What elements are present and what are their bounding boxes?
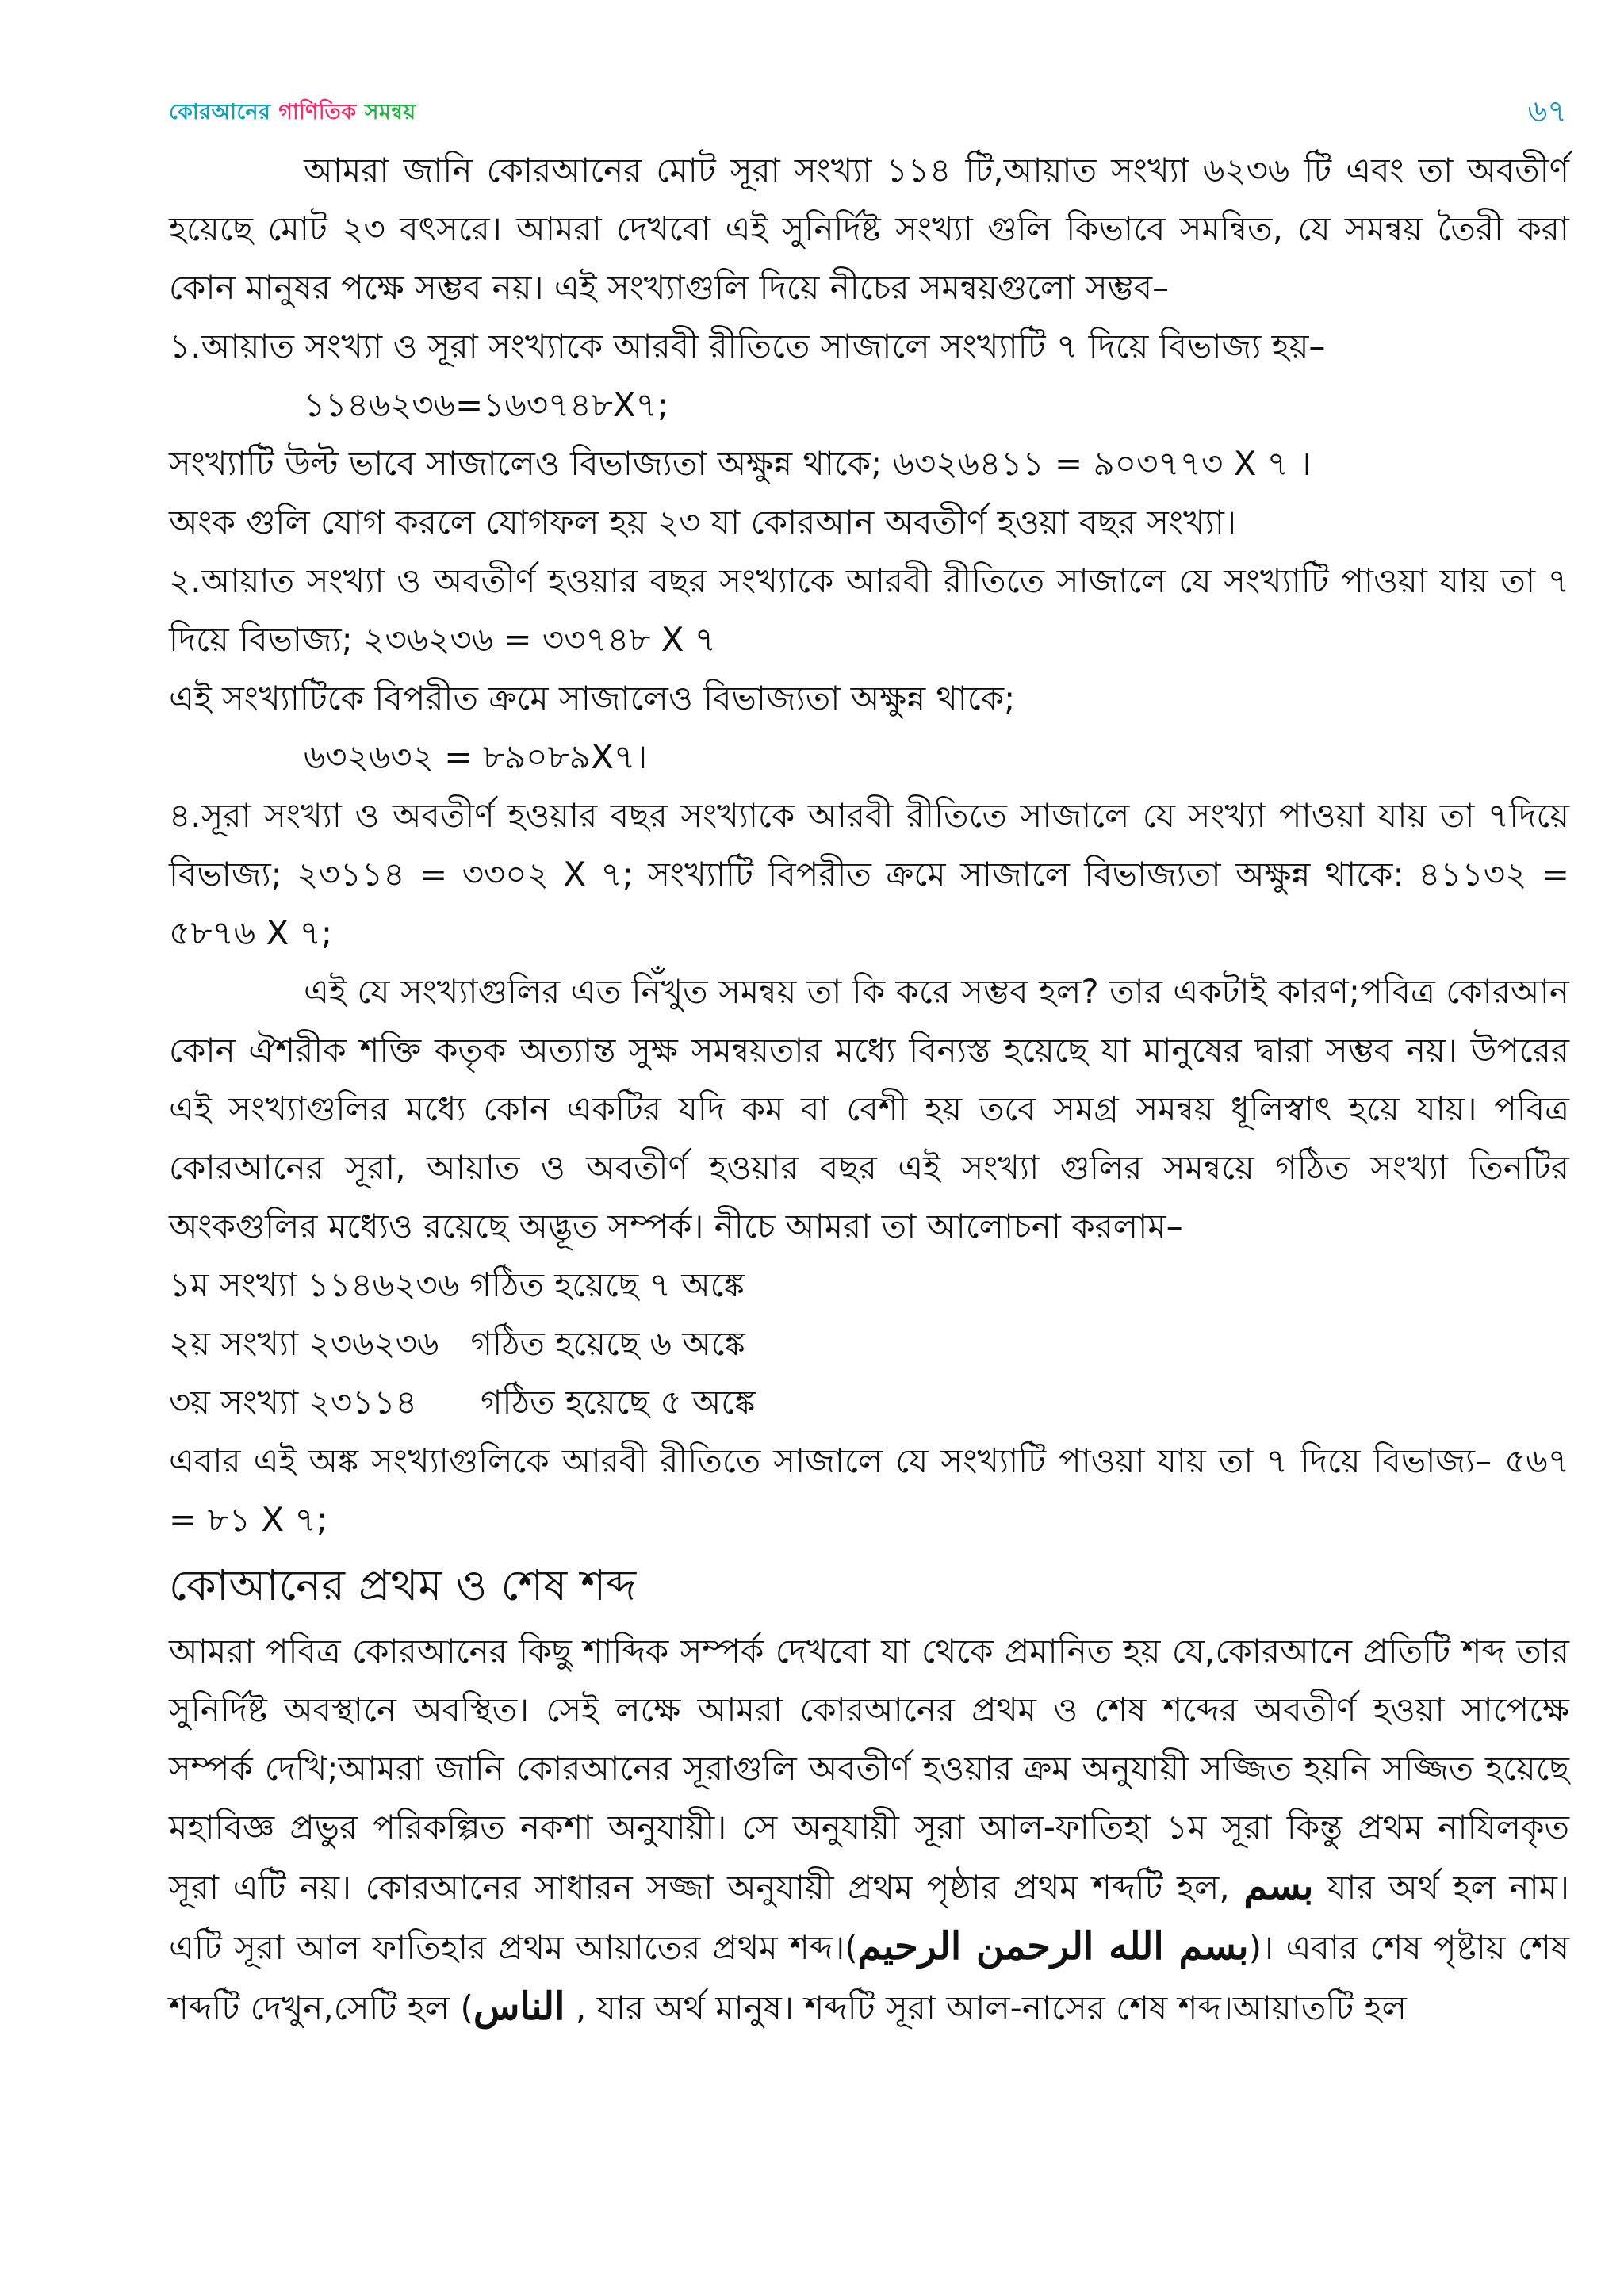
arabic-bismillah: بسم الله الرحمن الرحيم xyxy=(857,1924,1249,1969)
paragraph-first-last-word xyxy=(169,1622,1569,2038)
digit-row-2 xyxy=(169,1314,1569,1373)
digit-row-1: ১ম সংখ্যা ১১৪৬২৩৬ গঠিত হয়েছে ৭ অঙ্কে xyxy=(169,1265,745,1304)
digit-row-3-count: গঠিত হয়েছে ৫ অঙ্কে xyxy=(481,1383,756,1422)
paragraph-reverse-2: এই সংখ্যাটিকে বিপরীত ক্রমে সাজালেও বিভাজ্যতা অক্ষুন্ন থাকে; xyxy=(169,679,1016,718)
paragraph-point-2: ২.আয়াত সংখ্যা ও অবতীর্ণ হওয়ার বছর সংখ্যাকে আরবী রীতিতে সাজালে যে সংখ্যাটি পাওয়া যায় তা ৭ দিয়ে বিভাজ্য; ২৩৬২৩৬ = ৩৩৭৪৮ X ৭ xyxy=(169,561,1569,659)
paragraph-digit-sum: অংক গুলি যোগ করলে যোগফল হয় ২৩ যা কোরআন অবতীর্ণ হওয়া বছর সংখ্যা। xyxy=(169,503,1236,541)
body-text xyxy=(169,141,1569,2038)
digit-row-2-count: গঠিত হয়েছে ৬ অঙ্কে xyxy=(470,1324,745,1363)
arabic-word-nas: الناس xyxy=(473,1984,565,2029)
running-title xyxy=(169,96,416,132)
text-segment-3: )। এবার শেষ পৃষ্টায় শেষ শব্দটি দেখুন,সেটি হল ( xyxy=(169,1928,1570,2027)
title-part-3: সমন্বয় xyxy=(364,99,416,124)
title-part-1: কোরআনের xyxy=(169,99,279,124)
digit-row-2-number: ২য় সংখ্যা ২৩৬২৩৬ xyxy=(169,1324,439,1363)
title-part-2: গাণিতিক xyxy=(278,99,365,124)
arabic-word-bismi: بسم xyxy=(1243,1864,1314,1908)
text-segment-1: আমরা পবিত্র কোরআনের কিছু শাব্দিক সম্পর্ক দেখবো যা থেকে প্রমানিত হয় যে,কোরআনে প্রতিটি শব্দ তার সুনির্দিষ্ট অবস্থানে অবস্থিত। সেই লক্ষে আমরা কোরআনের প্রথম ও শেষ শব্দের অবতীর্ণ হওয়া সাপেক্ষে সম্পর্ক দেখি;আমরা জানি কোরআনের সূরাগুলি অবতীর্ণ হওয়ার ক্রম অনুযায়ী সজ্জিত হয়নি সজ্জিত হয়েছে মহাবিজ্ঞ প্রভুর পরিকল্পিত নকশা অনুযায়ী। সে অনুযায়ী সূরা আল-ফাতিহা ১ম সূরা কিন্তু প্রথম নাযিলকৃত সূরা এটি নয়। কোরআনের সাধারন সজ্জা অনুযায়ী প্রথম পৃষ্ঠার প্রথম শব্দটি হল, xyxy=(169,1632,1569,1907)
digit-row-3 xyxy=(169,1373,1569,1432)
section-heading: কোআনের প্রথম ও শেষ শব্দ xyxy=(169,1560,637,1610)
formula-1: ১১৪৬২৩৬=১৬৩৭৪৮X৭; xyxy=(304,385,669,424)
paragraph-point-1: ১.আয়াত সংখ্যা ও সূরা সংখ্যাকে আরবী রীতিতে সাজালে সংখ্যাটি ৭ দিয়ে বিভাজ্য হয়– xyxy=(169,327,1326,365)
paragraph-digit-count: এবার এই অঙ্ক সংখ্যাগুলিকে আরবী রীতিতে সাজালে যে সংখ্যাটি পাওয়া যায় তা ৭ দিয়ে বিভাজ্য– ৫৬৭ = ৮১ X ৭; xyxy=(169,1441,1569,1539)
formula-2: ৬৩২৬৩২ = ৮৯০৮৯X৭। xyxy=(304,737,648,776)
paragraph-reverse-1: সংখ্যাটি উল্ট ভাবে সাজালেও বিভাজ্যতা অক্ষুন্ন থাকে; ৬৩২৬৪১১ = ৯০৩৭৭৩ X ৭ । xyxy=(169,444,1312,483)
text-segment-4: , যার অর্থ মানুষ। শব্দটি সূরা আল-নাসের শেষ শব্দ।আয়াতটি হল xyxy=(565,1988,1407,2027)
paragraph-explanation: এই যে সংখ্যাগুলির এত নিঁখুত সমন্বয় তা কি করে সম্ভব হল? তার একটাই কারণ;পবিত্র কোরআন কোন ঐশরীক শক্তি কতৃক অত্যান্ত সুক্ষ সমন্বয়তার মধ্যে বিন্যস্ত হয়েছে যা মানুষের দ্বারা সম্ভব নয়। উপরের এই সংখ্যাগুলির মধ্যে কোন একটির যদি কম বা বেশী হয় তবে সমগ্র সমন্বয় ধূলিস্বাৎ হয়ে যায়। পবিত্র কোরআনের সূরা, আয়াত ও অবতীর্ণ হওয়ার বছর এই সংখ্যা গুলির সমন্বয়ে গঠিত সংখ্যা তিনটির অংকগুলির মধ্যেও রয়েছে অদ্ভূত সম্পর্ক। নীচে আমরা তা আলোচনা করলাম– xyxy=(169,972,1569,1246)
page-number: ৬৭ xyxy=(1527,94,1567,128)
paragraph-intro: আমরা জানি কোরআনের মোট সূরা সংখ্যা ১১৪ টি,আয়াত সংখ্যা ৬২৩৬ টি এবং তা অবতীর্ণ হয়েছে মোট ২৩ বৎসরে। আমরা দেখবো এই সুনির্দিষ্ট সংখ্যা গুলি কিভাবে সমন্বিত, যে সমন্বয় তৈরী করা কোন মানুষর পক্ষে সম্ভব নয়। এই সংখ্যাগুলি দিয়ে নীচের সমন্বয়গুলো সম্ভব– xyxy=(169,151,1569,307)
digit-row-3-number: ৩য় সংখ্যা ২৩১১৪ xyxy=(169,1383,417,1422)
page-header xyxy=(169,86,1567,141)
text-segment-2: যার অর্থ হল নাম। এটি সূরা আল ফাতিহার প্রথম আয়াতের প্রথম শব্দ।( xyxy=(169,1868,1569,1967)
paragraph-point-4: ৪.সূরা সংখ্যা ও অবতীর্ণ হওয়ার বছর সংখ্যাকে আরবী রীতিতে সাজালে যে সংখ্যা পাওয়া যায় তা ৭দিয়ে বিভাজ্য; ২৩১১৪ = ৩৩০২ X ৭; সংখ্যাটি বিপরীত ক্রমে সাজালে বিভাজ্যতা অক্ষুন্ন থাকে: ৪১১৩২ = ৫৮৭৬ X ৭; xyxy=(169,796,1569,952)
